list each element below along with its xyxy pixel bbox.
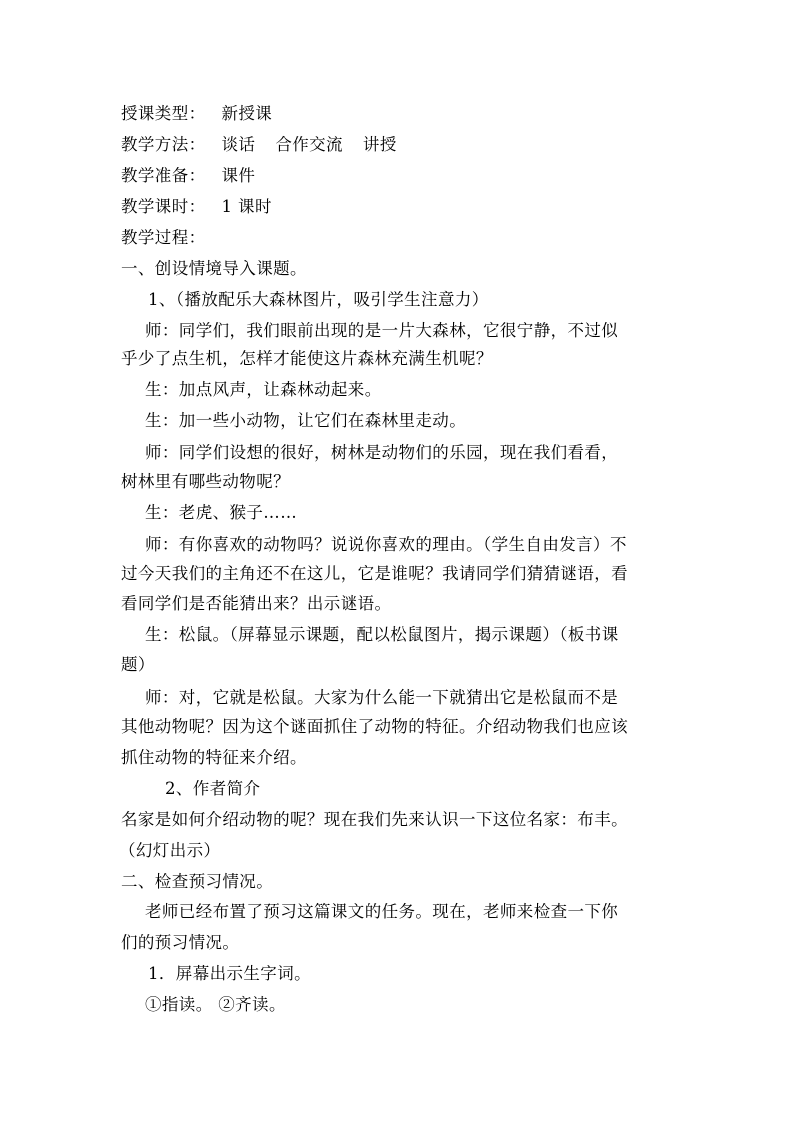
teaching-prep-label: 教学准备：	[121, 166, 206, 185]
step-2-heading: 2、作者简介	[165, 779, 261, 798]
paragraph-line: 生：加点风声，让森林动起来。	[145, 380, 382, 399]
paragraph-line: 乎少了点生机，怎样才能使这片森林充满生机呢？	[121, 349, 493, 368]
paragraph-line: 题）	[121, 655, 155, 674]
section-heading-2: 二、检查预习情况。	[121, 872, 274, 891]
teaching-hours-value: 1 课时	[221, 197, 272, 216]
paragraph-line: 老师已经布置了预习这篇课文的任务。现在，老师来检查一下你	[145, 902, 619, 921]
lesson-type-row	[121, 104, 272, 124]
paragraph-line: 师：同学们，我们眼前出现的是一片大森林，它很宁静，不过似	[145, 321, 619, 340]
paragraph-line: 生：松鼠。（屏幕显示课题，配以松鼠图片，揭示课题）（板书课	[145, 625, 619, 644]
teaching-method-3: 讲授	[362, 135, 397, 154]
teaching-method-1: 谈话	[221, 135, 256, 154]
section-heading-1: 一、创设情境导入课题。	[121, 259, 307, 278]
teaching-method-row	[121, 135, 397, 155]
teaching-process-label: 教学过程：	[121, 228, 206, 247]
step-1-heading: 1、（播放配乐大森林图片，吸引学生注意力）	[148, 290, 489, 309]
paragraph-line: ①指读。 ②齐读。	[145, 995, 286, 1014]
paragraph-line: 师：对，它就是松鼠。大家为什么能一下就猜出它是松鼠而不是	[145, 688, 619, 707]
step-1-heading: 1．屏幕出示生字词。	[148, 964, 311, 983]
teaching-method-2: 合作交流	[275, 135, 343, 154]
teaching-prep-row	[121, 166, 255, 186]
lesson-type-label: 授课类型：	[121, 104, 206, 123]
paragraph-line: 们的预习情况。	[121, 933, 240, 952]
paragraph-line: 名家是如何介绍动物的呢？现在我们先来认识一下这位名家：布丰。	[121, 810, 628, 829]
paragraph-line: 抓住动物的特征来介绍。	[121, 748, 307, 767]
teaching-hours-label: 教学课时：	[121, 197, 206, 216]
paragraph-line: 师：同学们设想的很好，树林是动物们的乐园，现在我们看看，	[145, 443, 619, 462]
paragraph-line: （幻灯出示）	[119, 841, 221, 860]
teaching-prep-value: 课件	[221, 166, 256, 185]
lesson-type-value: 新授课	[221, 104, 273, 123]
paragraph-line: 树林里有哪些动物呢？	[121, 472, 290, 491]
paragraph-line: 看同学们是否能猜出来？出示谜语。	[121, 594, 392, 613]
paragraph-line: 过今天我们的主角还不在这儿，它是谁呢？我请同学们猜猜谜语，看	[121, 564, 628, 583]
paragraph-line: 生：加一些小动物，让它们在森林里走动。	[145, 411, 467, 430]
paragraph-line: 师：有你喜欢的动物吗？说说你喜欢的理由。（学生自由发言）不	[145, 535, 627, 554]
paragraph-line: 生：老虎、猴子……	[145, 503, 298, 522]
teaching-method-label: 教学方法：	[121, 135, 206, 154]
paragraph-line: 其他动物呢？因为这个谜面抓住了动物的特征。介绍动物我们也应该	[121, 717, 628, 736]
teaching-hours-row	[121, 197, 272, 217]
